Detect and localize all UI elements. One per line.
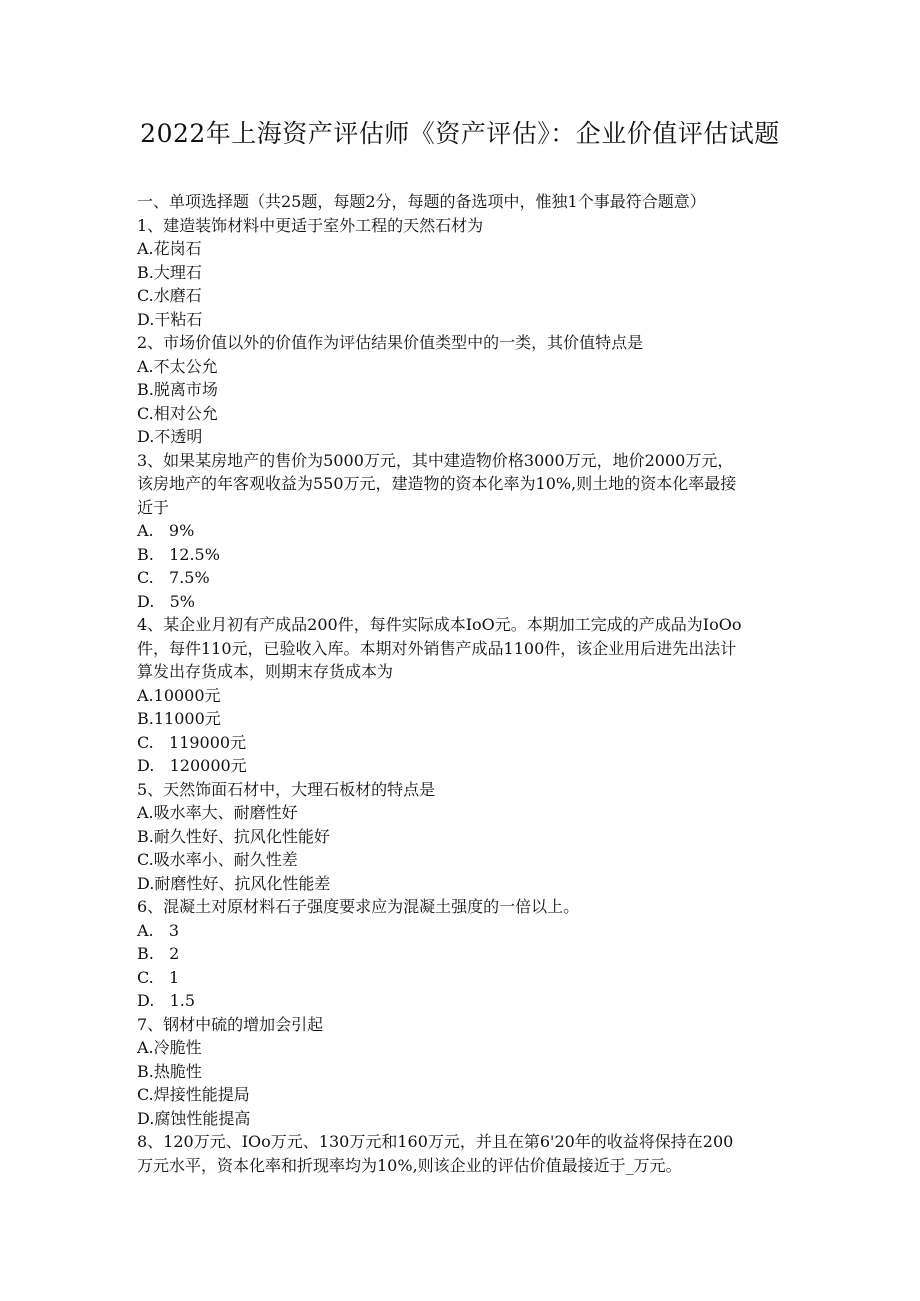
answer-option-c: C.水磨石 xyxy=(137,286,202,305)
question-4 xyxy=(137,613,797,778)
answer-option-b: B.热脆性 xyxy=(137,1061,202,1081)
answer-option-b: B.11000元 xyxy=(137,709,221,728)
question-5 xyxy=(137,778,797,896)
question-8 xyxy=(137,1130,797,1177)
question-stem-line: 5、天然饰面石材中，大理石板材的特点是 xyxy=(137,779,436,799)
answer-option-d: D. 120000元 xyxy=(137,756,247,775)
answer-option-d: D. 1.5 xyxy=(137,991,196,1010)
answer-option-a: A.10000元 xyxy=(137,685,221,705)
document-title: 2022年上海资产评估师《资产评估》：企业价值评估试题 xyxy=(140,119,780,148)
question-stem-line: 3、如果某房地产的售价为5000万元，其中建造物价格3000万元，地价2000万元， xyxy=(137,450,734,470)
question-stem-line: 万元水平，资本化率和折现率均为10%,则该企业的评估价值最接近于_万元。 xyxy=(137,1155,682,1175)
answer-option-c: C.吸水率小、耐久性差 xyxy=(137,850,298,869)
question-stem-line: 件，每件110元，已验收入库。本期对外销售产成品1100件，该企业用后进先出法计 xyxy=(137,638,737,658)
answer-option-a: A.不太公允 xyxy=(137,356,218,376)
question-stem-line: 7、钢材中硫的增加会引起 xyxy=(137,1014,324,1034)
answer-option-b: B. 2 xyxy=(137,944,180,963)
answer-option-b: B.耐久性好、抗风化性能好 xyxy=(137,826,330,846)
document-body xyxy=(137,190,797,1177)
question-stem-line: 8、120万元、IOo万元、130万元和160万元，并且在第6'20年的收益将保持在200 xyxy=(137,1132,734,1151)
answer-option-a: A.花岗石 xyxy=(137,239,202,258)
question-stem-line: 6、混凝土对原材料石子强度要求应为混凝土强度的一倍以上。 xyxy=(137,897,580,916)
answer-option-c: C.焊接性能提局 xyxy=(137,1085,250,1104)
answer-option-d: D.腐蚀性能提高 xyxy=(137,1108,251,1128)
answer-option-a: A.吸水率大、耐磨性好 xyxy=(137,803,298,822)
answer-option-d: D.干粘石 xyxy=(137,309,203,329)
answer-option-a: A.冷脆性 xyxy=(137,1038,202,1057)
question-stem-line: 1、建造装饰材料中更适于室外工程的天然石材为 xyxy=(137,215,484,235)
question-7 xyxy=(137,1013,797,1131)
question-stem-line: 4、某企业月初有产成品200件，每件实际成本IoO元。本期加工完成的产成品为IoOo xyxy=(137,615,742,634)
section-header: 一、单项选择题（共25题，每题2分，每题的备选项中，惟独1个事最符合题意） xyxy=(137,192,706,211)
question-stem-line: 该房地产的年客观收益为550万元，建造物的资本化率为10%,则土地的资本化率最接 xyxy=(137,474,737,493)
question-3 xyxy=(137,449,797,614)
answer-option-c: C. 7.5% xyxy=(137,568,210,587)
answer-option-b: B.脱离市场 xyxy=(137,380,218,399)
answer-option-b: B. 12.5% xyxy=(137,544,220,564)
answer-option-c: C. 119000元 xyxy=(137,732,247,752)
answer-option-c: C. 1 xyxy=(137,967,180,987)
question-stem-line: 2、市场价值以外的价值作为评估结果价值类型中的一类，其价值特点是 xyxy=(137,333,644,352)
answer-option-d: D.不透明 xyxy=(137,427,203,446)
answer-option-d: D.耐磨性好、抗风化性能差 xyxy=(137,873,331,893)
question-2 xyxy=(137,331,797,449)
answer-option-c: C.相对公允 xyxy=(137,403,218,423)
answer-option-a: A. 9% xyxy=(137,521,195,540)
answer-option-b: B.大理石 xyxy=(137,262,202,282)
answer-option-a: A. 3 xyxy=(137,920,180,940)
question-stem-line: 算发出存货成本，则期末存货成本为 xyxy=(137,662,394,681)
question-stem-line: 近于 xyxy=(137,497,170,517)
question-6 xyxy=(137,895,797,1013)
question-1 xyxy=(137,214,797,332)
answer-option-d: D. 5% xyxy=(137,591,195,611)
